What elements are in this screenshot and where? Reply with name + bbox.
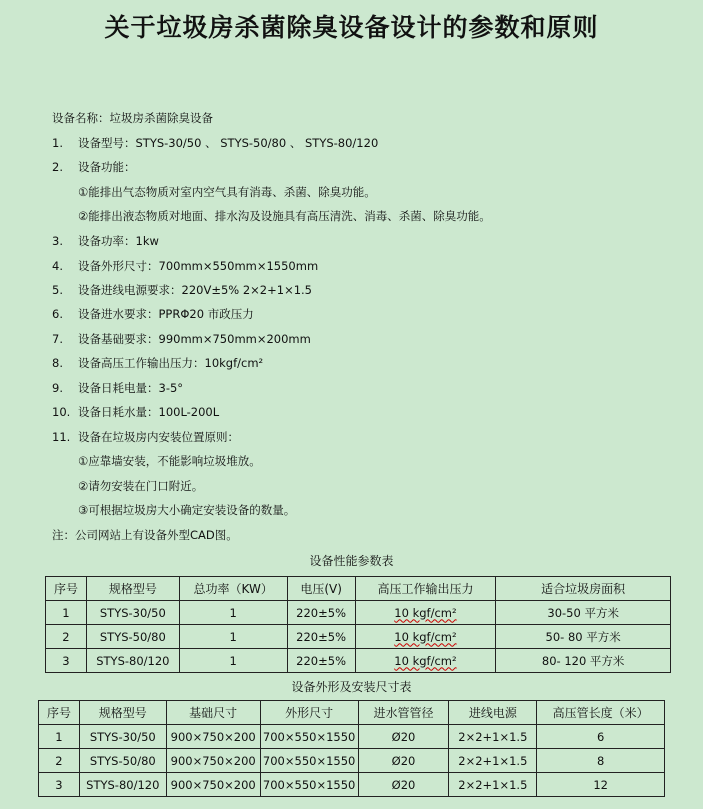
- item-number: 7.: [52, 332, 63, 346]
- table-header: 总功率（KW）: [179, 577, 287, 601]
- table-cell: 700×550×1550: [260, 725, 358, 749]
- item-text: 设备功率：1kw: [78, 234, 159, 248]
- table-cell: STYS-80/120: [86, 649, 179, 673]
- table-header-row: [39, 701, 665, 725]
- table-header-row: [46, 577, 671, 601]
- table-cell: 6: [537, 725, 665, 749]
- item-number: 9.: [52, 381, 63, 395]
- table-header: 高压工作输出压力: [355, 577, 496, 601]
- table-header: 序号: [39, 701, 80, 725]
- table-row: [46, 601, 671, 625]
- table-cell: STYS-50/80: [86, 625, 179, 649]
- table-header: 外形尺寸: [260, 701, 358, 725]
- item-text: 设备在垃圾房内安装位置原则：: [78, 430, 239, 444]
- table-header: 高压管长度（米）: [537, 701, 665, 725]
- item-number: 1.: [52, 136, 63, 150]
- table-header: 规格型号: [79, 701, 166, 725]
- item-text: 设备进线电源要求：220V±5% 2×2+1×1.5: [78, 283, 312, 297]
- item-text: 设备高压工作输出压力：10kgf/cm²: [78, 356, 264, 370]
- table-cell: 220±5%: [287, 649, 355, 673]
- table-cell: 10 kgf/cm²: [355, 649, 496, 673]
- table-cell: Ø20: [358, 749, 449, 773]
- table-cell: 700×550×1550: [260, 749, 358, 773]
- table-cell: 30-50 平方米: [496, 601, 671, 625]
- function-text: ②能排出液态物质对地面、排水沟及设施具有高压清洗、消毒、杀菌、除臭功能。: [78, 209, 491, 223]
- item-number: 3.: [52, 234, 63, 248]
- note: 注：公司网站上有设备外型CAD图。: [52, 528, 238, 542]
- table-cell: 2: [39, 749, 80, 773]
- page-title: 关于垃圾房杀菌除臭设备设计的参数和原则: [104, 13, 599, 42]
- table-cell: STYS-50/80: [79, 749, 166, 773]
- table-header: 基础尺寸: [166, 701, 260, 725]
- table-header: 规格型号: [86, 577, 179, 601]
- table-cell: 8: [537, 749, 665, 773]
- table-cell: 10 kgf/cm²: [355, 625, 496, 649]
- item-text: 设备功能：: [78, 160, 136, 174]
- table-cell: 2×2+1×1.5: [449, 725, 537, 749]
- device-name: 设备名称：垃圾房杀菌除臭设备: [52, 111, 213, 125]
- table-cell: STYS-80/120: [79, 773, 166, 797]
- item-text: 设备日耗水量：100L-200L: [78, 405, 220, 419]
- principle-text: ①应靠墙安装，不能影响垃圾堆放。: [78, 454, 261, 468]
- principle-text: ③可根据垃圾房大小确定安装设备的数量。: [78, 503, 296, 517]
- item-number: 8.: [52, 356, 63, 370]
- table-cell: 3: [46, 649, 87, 673]
- table-row: [39, 749, 665, 773]
- table-header: 适合垃圾房面积: [496, 577, 671, 601]
- dimension-table: [38, 700, 665, 797]
- table-cell: 220±5%: [287, 601, 355, 625]
- table-cell: 900×750×200: [166, 749, 260, 773]
- item-text: 设备型号：STYS-30/50 、 STYS-50/80 、 STYS-80/120: [78, 136, 379, 150]
- table-cell: 12: [537, 773, 665, 797]
- table-row: [46, 649, 671, 673]
- item-number: 10.: [52, 405, 71, 419]
- item-number: 2.: [52, 160, 63, 174]
- performance-table: [45, 576, 671, 673]
- table-row: [39, 725, 665, 749]
- table-header: 进线电源: [449, 701, 537, 725]
- item-text: 设备基础要求：990mm×750mm×200mm: [78, 332, 311, 346]
- table-cell: 2: [46, 625, 87, 649]
- table-cell: 1: [179, 601, 287, 625]
- principle-text: ②请勿安装在门口附近。: [78, 479, 204, 493]
- table-header: 进水管管径: [358, 701, 449, 725]
- function-text: ①能排出气态物质对室内空气具有消毒、杀菌、除臭功能。: [78, 185, 376, 199]
- item-text: 设备进水要求：PPRΦ20 市政压力: [78, 307, 254, 321]
- table-header: 序号: [46, 577, 87, 601]
- table-cell: 50- 80 平方米: [496, 625, 671, 649]
- table-cell: 3: [39, 773, 80, 797]
- table-cell: Ø20: [358, 773, 449, 797]
- table-cell: 700×550×1550: [260, 773, 358, 797]
- item-number: 4.: [52, 259, 63, 273]
- table-row: [46, 625, 671, 649]
- table-cell: 1: [179, 625, 287, 649]
- table-header: 电压(V): [287, 577, 355, 601]
- table-cell: 10 kgf/cm²: [355, 601, 496, 625]
- table-cell: 900×750×200: [166, 773, 260, 797]
- table-cell: 2×2+1×1.5: [449, 773, 537, 797]
- item-text: 设备日耗电量：3-5°: [78, 381, 184, 395]
- table-row: [39, 773, 665, 797]
- table1-caption: 设备性能参数表: [309, 554, 394, 568]
- table-cell: Ø20: [358, 725, 449, 749]
- table-cell: 80- 120 平方米: [496, 649, 671, 673]
- table-cell: STYS-30/50: [79, 725, 166, 749]
- table-cell: 220±5%: [287, 625, 355, 649]
- table-cell: 2×2+1×1.5: [449, 749, 537, 773]
- table2-caption: 设备外形及安装尺寸表: [291, 680, 412, 694]
- table-cell: 900×750×200: [166, 725, 260, 749]
- table-cell: 1: [179, 649, 287, 673]
- table-cell: STYS-30/50: [86, 601, 179, 625]
- item-number: 5.: [52, 283, 63, 297]
- item-number: 6.: [52, 307, 63, 321]
- table-cell: 1: [46, 601, 87, 625]
- item-text: 设备外形尺寸：700mm×550mm×1550mm: [78, 259, 319, 273]
- item-number: 11.: [52, 430, 71, 444]
- table-cell: 1: [39, 725, 80, 749]
